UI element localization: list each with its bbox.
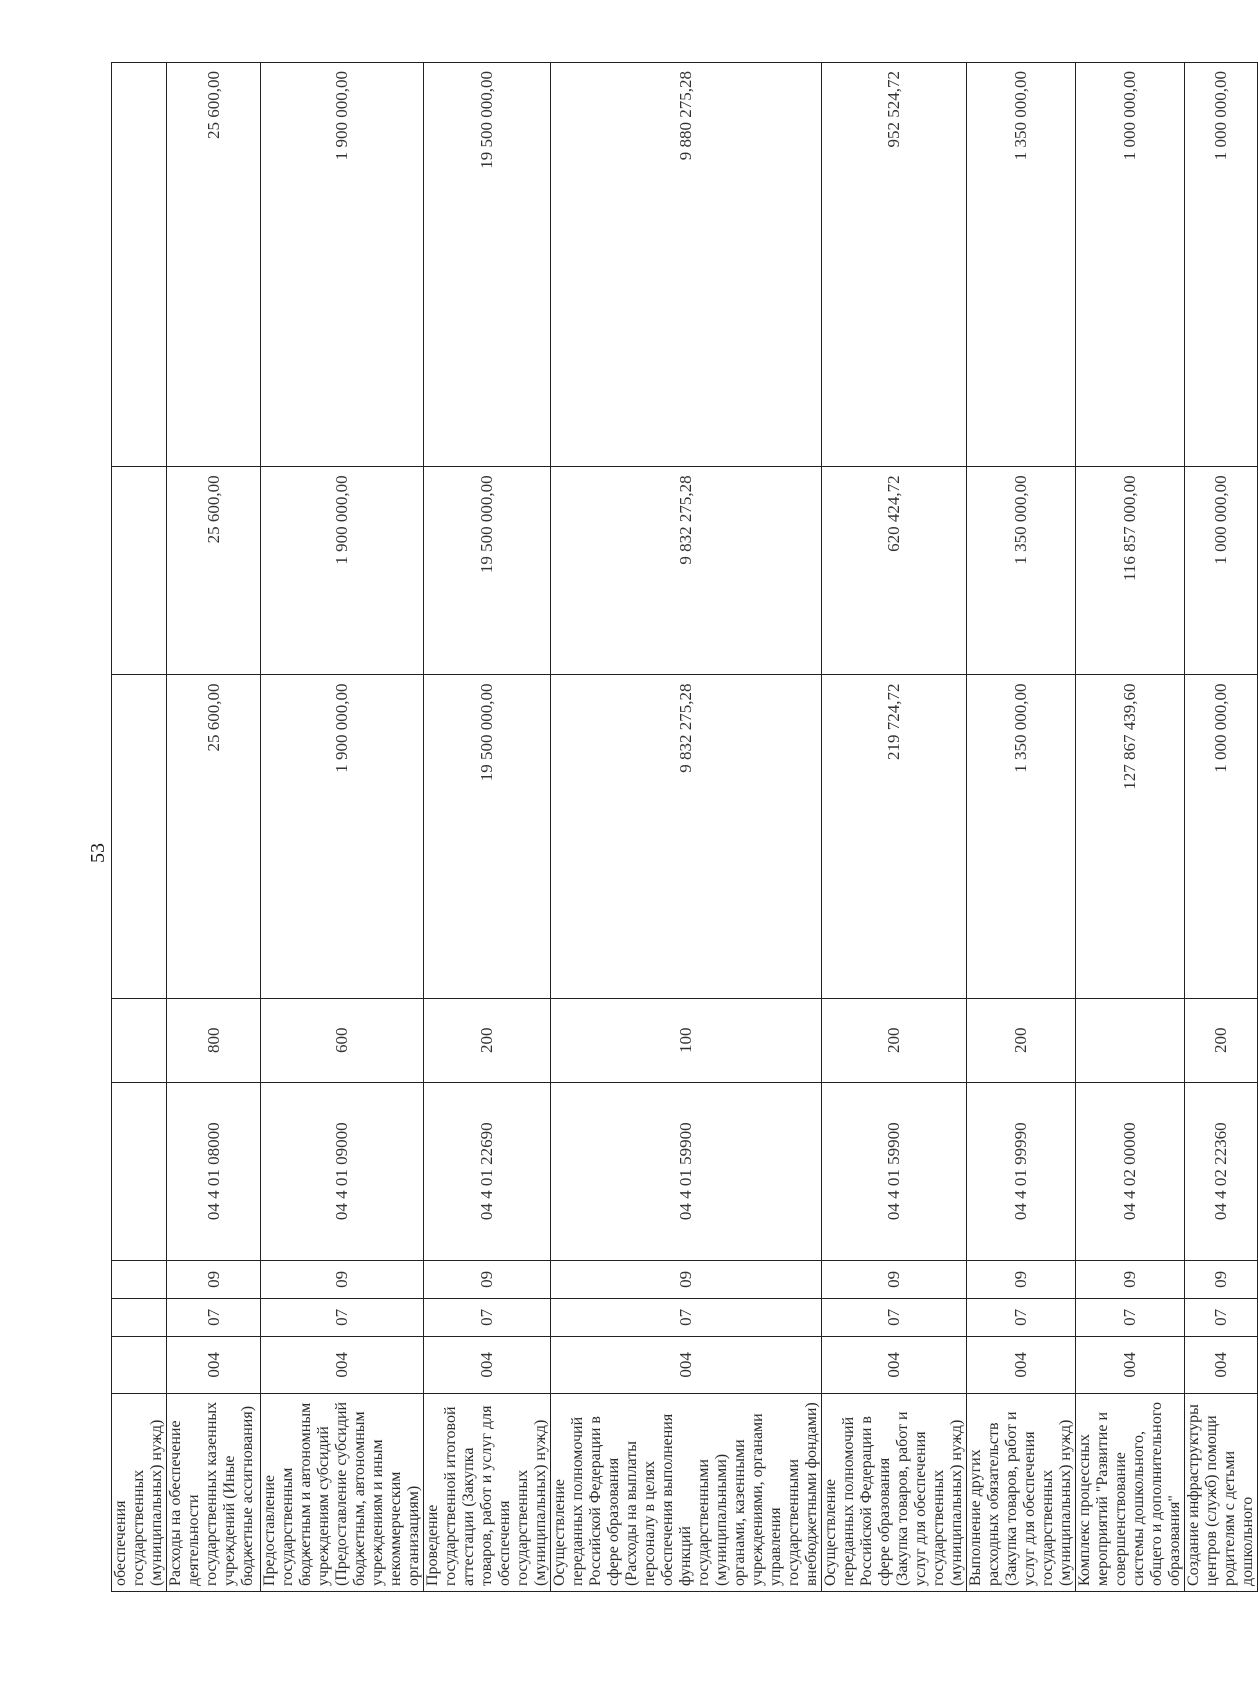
expense-type-cell: 800 [167, 998, 261, 1082]
budget-code-cell: 004 [167, 1336, 261, 1393]
amount-year2-cell: 620 424,72 [822, 467, 967, 675]
amount-year2-cell: 9 832 275,28 [551, 467, 822, 675]
section-cell [112, 1298, 167, 1336]
section-cell: 07 [424, 1298, 551, 1336]
budget-code-cell: 004 [822, 1336, 967, 1393]
expense-type-cell [112, 998, 167, 1082]
budget-table-rotated [111, 62, 1256, 1592]
amount-year3-cell: 1 000 000,00 [1076, 63, 1185, 467]
table-row [424, 63, 551, 1592]
amount-year1-cell: 1 350 000,00 [967, 675, 1076, 998]
page-number: 53 [87, 843, 109, 863]
budget-code-cell: 004 [261, 1336, 424, 1393]
amount-year2-cell: 1 350 000,00 [967, 467, 1076, 675]
row-description: обеспечения государственных (муниципальных) нужд) [112, 1393, 167, 1591]
section-cell: 07 [1076, 1298, 1185, 1336]
amount-year2-cell: 1 900 000,00 [261, 467, 424, 675]
budget-code-cell: 004 [1076, 1336, 1185, 1393]
table-row [551, 63, 822, 1592]
table-row [261, 63, 424, 1592]
amount-year3-cell: 952 524,72 [822, 63, 967, 467]
table-row [967, 63, 1076, 1592]
expense-type-cell: 200 [822, 998, 967, 1082]
target-article-cell [112, 1082, 167, 1260]
subsection-cell [112, 1260, 167, 1298]
row-description: Осуществление переданных полномочий Российской Федерации в сфере образования (Расходы на выплаты персоналу в целях обеспечения выполнения функций государственными (муниципальными) органами, казенными учреждениями, органами управления государственными внебюджетными фондами) [551, 1393, 822, 1591]
table-row [112, 63, 167, 1592]
target-article-cell: 04 4 01 08000 [167, 1082, 261, 1260]
amount-year2-cell: 1 000 000,00 [1185, 467, 1258, 675]
expense-type-cell: 100 [551, 998, 822, 1082]
subsection-cell: 09 [822, 1260, 967, 1298]
amount-year3-cell: 19 500 000,00 [424, 63, 551, 467]
budget-code-cell: 004 [1185, 1336, 1258, 1393]
section-cell: 07 [551, 1298, 822, 1336]
target-article-cell: 04 4 01 22690 [424, 1082, 551, 1260]
amount-year3-cell: 25 600,00 [167, 63, 261, 467]
row-description: Комплекс процессных мероприятий "Развитие и совершенствование системы дошкольного, общего и дополнительного образования" [1076, 1393, 1185, 1591]
expense-type-cell: 200 [1185, 998, 1258, 1082]
amount-year1-cell [112, 675, 167, 998]
subsection-cell: 09 [167, 1260, 261, 1298]
section-cell: 07 [1185, 1298, 1258, 1336]
expense-type-cell: 200 [967, 998, 1076, 1082]
section-cell: 07 [261, 1298, 424, 1336]
target-article-cell: 04 4 01 59900 [822, 1082, 967, 1260]
target-article-cell: 04 4 02 00000 [1076, 1082, 1185, 1260]
target-article-cell: 04 4 01 09000 [261, 1082, 424, 1260]
subsection-cell: 09 [424, 1260, 551, 1298]
amount-year2-cell [112, 467, 167, 675]
amount-year1-cell: 1 900 000,00 [261, 675, 424, 998]
expense-type-cell [1076, 998, 1185, 1082]
section-cell: 07 [967, 1298, 1076, 1336]
row-description: Выполнение других расходных обязательств (Закупка товаров, работ и услуг для обеспечения государственных (муниципальных) нужд) [967, 1393, 1076, 1591]
subsection-cell: 09 [551, 1260, 822, 1298]
table-row [167, 63, 261, 1592]
row-description: Расходы на обеспечение деятельности государственных казенных учреждений (Иные бюджетные ассигнования) [167, 1393, 261, 1591]
target-article-cell: 04 4 02 22360 [1185, 1082, 1258, 1260]
subsection-cell: 09 [967, 1260, 1076, 1298]
amount-year3-cell: 9 880 275,28 [551, 63, 822, 467]
subsection-cell: 09 [1185, 1260, 1258, 1298]
section-cell: 07 [167, 1298, 261, 1336]
amount-year2-cell: 25 600,00 [167, 467, 261, 675]
table-row [1076, 63, 1185, 1592]
row-description: Проведение государственной итоговой аттестации (Закупка товаров, работ и услуг для обеспечения государственных (муниципальных) нужд) [424, 1393, 551, 1591]
budget-table [111, 62, 1258, 1592]
table-row [1185, 63, 1258, 1592]
amount-year1-cell: 9 832 275,28 [551, 675, 822, 998]
amount-year3-cell: 1 350 000,00 [967, 63, 1076, 467]
amount-year3-cell: 1 900 000,00 [261, 63, 424, 467]
amount-year1-cell: 1 000 000,00 [1185, 675, 1258, 998]
amount-year1-cell: 127 867 439,60 [1076, 675, 1185, 998]
budget-code-cell: 004 [551, 1336, 822, 1393]
subsection-cell: 09 [261, 1260, 424, 1298]
expense-type-cell: 200 [424, 998, 551, 1082]
subsection-cell: 09 [1076, 1260, 1185, 1298]
table-row [822, 63, 967, 1592]
expense-type-cell: 600 [261, 998, 424, 1082]
amount-year3-cell [112, 63, 167, 467]
budget-code-cell: 004 [967, 1336, 1076, 1393]
amount-year1-cell: 219 724,72 [822, 675, 967, 998]
budget-code-cell [112, 1336, 167, 1393]
amount-year2-cell: 116 857 000,00 [1076, 467, 1185, 675]
row-description: Осуществление переданных полномочий Российской Федерации в сфере образования (Закупка товаров, работ и услуг для обеспечения государственных (муниципальных) нужд) [822, 1393, 967, 1591]
amount-year1-cell: 25 600,00 [167, 675, 261, 998]
row-description: Создание инфраструктуры центров (служб) помощи родителям с детьми дошкольного [1185, 1393, 1258, 1591]
row-description: Предоставление государственным бюджетным и автономным учреждениям субсидий (Предоставление субсидий бюджетным, автономным учреждениям и иным некоммерческим организациям) [261, 1393, 424, 1591]
target-article-cell: 04 4 01 99990 [967, 1082, 1076, 1260]
amount-year3-cell: 1 000 000,00 [1185, 63, 1258, 467]
target-article-cell: 04 4 01 59900 [551, 1082, 822, 1260]
amount-year2-cell: 19 500 000,00 [424, 467, 551, 675]
amount-year1-cell: 19 500 000,00 [424, 675, 551, 998]
budget-code-cell: 004 [424, 1336, 551, 1393]
section-cell: 07 [822, 1298, 967, 1336]
